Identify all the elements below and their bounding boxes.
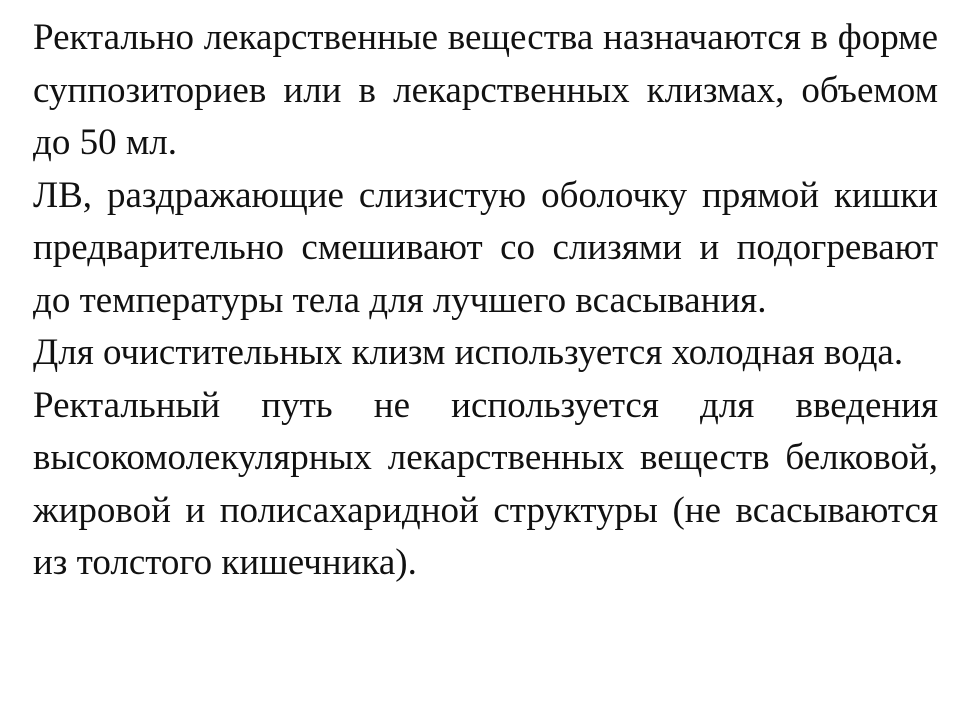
paragraph-route-limitations: Ректальный путь не используется для введения высокомолекулярных лекарственных веществ белковой, жировой и полисахаридной структуры (не всасываются из толстого кишечника). — [33, 384, 938, 583]
paragraph-irritating-drugs: ЛВ, раздражающие слизистую оболочку прямой кишки предварительно смешивают со слизями и подогревают до температуры тела для лучшего всасывания. — [33, 174, 938, 321]
paragraph-cleansing-enemas: Для очистительных клизм используется холодная вода. — [33, 332, 904, 373]
paragraph-rectal-forms: Ректально лекарственные вещества назначаются в форме суппозиториев или в лекарственных клизмах, объемом до 50 мл. — [33, 17, 938, 163]
